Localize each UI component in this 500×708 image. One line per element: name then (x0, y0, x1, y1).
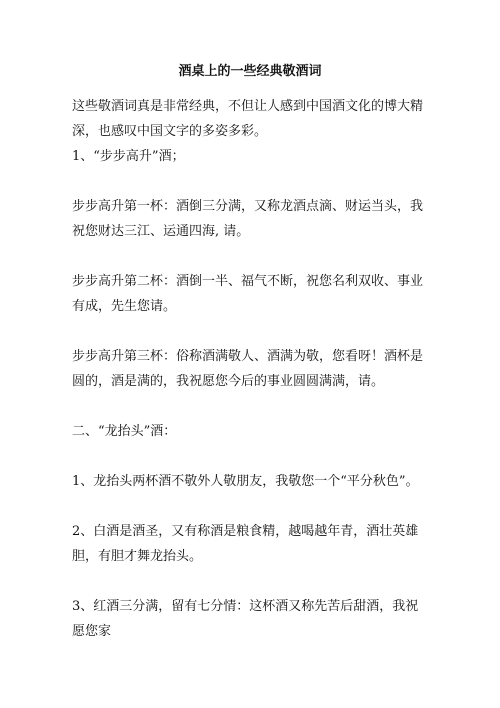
paragraph: 1、龙抬头两杯酒不敬外人敬朋友，我敬您一个“平分秋色”。 (72, 474, 419, 489)
document-body (72, 94, 428, 644)
paragraph: 这些敬酒词真是非常经典，不但让人感到中国酒文化的博大精深，也感叹中国文字的多姿多彩。 (72, 99, 424, 139)
paragraph-gap (72, 169, 428, 194)
paragraph: 二、“龙抬头”酒： (72, 424, 177, 439)
paragraph: 1、“步步高升”酒； (72, 149, 185, 164)
paragraph: 步步高升第二杯：酒倒一半、福气不断，祝您名利双收、事业有成，先生您请。 (72, 274, 424, 314)
paragraph: 步步高升第一杯：酒倒三分满，又称龙酒点滴、财运当头，我祝您财达三江、运通四海, 请。 (72, 199, 424, 239)
paragraph-gap (72, 319, 428, 344)
paragraph-gap (72, 444, 428, 469)
paragraph-gap (72, 569, 428, 594)
paragraph-gap (72, 244, 428, 269)
paragraph: 2、白酒是酒圣，又有称酒是粮食精，越喝越年青，酒壮英雄胆，有胆才舞龙抬头。 (72, 524, 419, 564)
document-title: 酒桌上的一些经典敬酒词 (178, 64, 322, 79)
paragraph: 3、红酒三分满，留有七分情：这杯酒又称先苦后甜酒，我祝愿您家 (72, 599, 419, 639)
paragraph: 步步高升第三杯：俗称酒满敬人、酒满为敬，您看呀！酒杯是圆的，酒是满的，我祝愿您今后的事业圆圆满满，请。 (72, 349, 424, 389)
paragraph-gap (72, 494, 428, 519)
paragraph-gap (72, 394, 428, 419)
